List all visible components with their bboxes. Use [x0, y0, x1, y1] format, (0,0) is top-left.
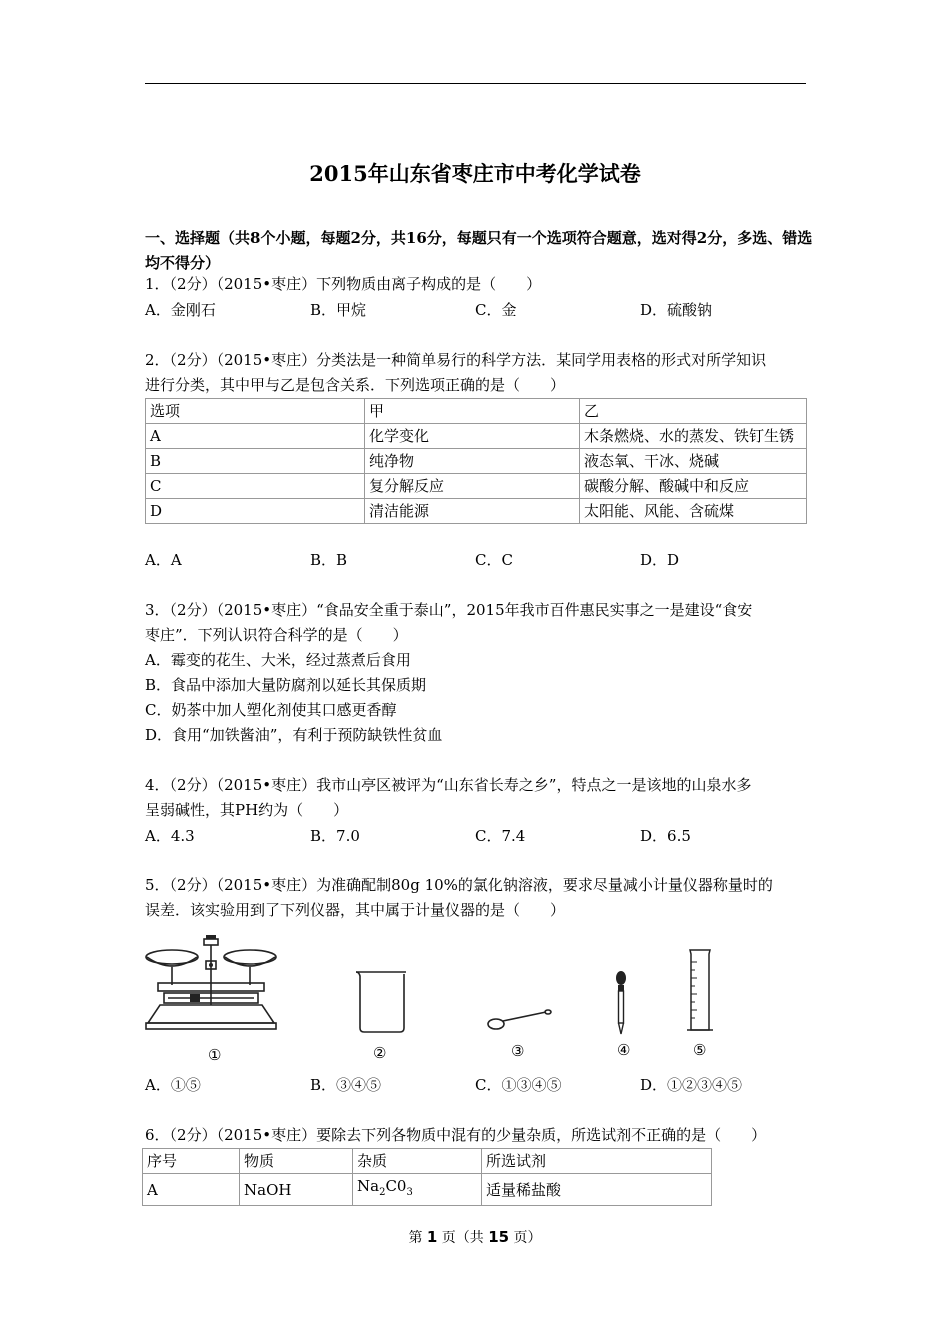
- q5-option-c: C．①③④⑤: [475, 1076, 562, 1094]
- table-header-cell: 所选试剂: [482, 1149, 712, 1174]
- q1-option-d: D．硫酸钠: [640, 301, 713, 319]
- table-header-cell: 选项: [146, 399, 365, 424]
- table-header-row: [143, 1149, 712, 1174]
- table-header-cell: 序号: [143, 1149, 240, 1174]
- q2-option-c: C．C: [475, 551, 513, 569]
- spatula-icon: [484, 1008, 554, 1033]
- footer-text: 第: [408, 1230, 427, 1246]
- question-2-stem-line1: 2．（2分）（2015•枣庄）分类法是一种简单易行的科学方法．某同学用表格的形式对所学知识: [145, 351, 767, 369]
- table-header-cell: 乙: [580, 399, 807, 424]
- table-cell: 液态氧、干冰、烧碱: [580, 449, 807, 474]
- table-cell: D: [146, 499, 365, 524]
- table-cell: 碳酸分解、酸碱中和反应: [580, 474, 807, 499]
- table-row: [146, 499, 807, 524]
- footer-text: 页）: [509, 1230, 542, 1246]
- q2-option-b: B．B: [310, 551, 348, 569]
- table-cell: 适量稀盐酸: [482, 1174, 712, 1206]
- q3-option-d: D．食用“加铁酱油”，有利于预防缺铁性贫血: [145, 726, 443, 744]
- instrument-label-3: ③: [511, 1042, 525, 1060]
- formula-subscript: 2: [379, 1187, 386, 1198]
- q1-option-c: C．金: [475, 301, 517, 319]
- instrument-label-5: ⑤: [693, 1041, 707, 1059]
- q2-option-a: A．A: [145, 551, 182, 569]
- table-cell: [353, 1174, 482, 1206]
- question-2-table: [145, 398, 807, 524]
- question-1-stem: 1．（2分）（2015•枣庄）下列物质由离子构成的是（ ）: [145, 275, 542, 293]
- table-header-cell: 物质: [240, 1149, 353, 1174]
- table-cell: 清洁能源: [365, 499, 580, 524]
- formula-subscript: 3: [406, 1187, 413, 1198]
- q3-option-b: B．食品中添加大量防腐剂以延长其保质期: [145, 676, 427, 694]
- footer-text: 页（共: [437, 1230, 489, 1246]
- footer-page-number: 1: [426, 1228, 438, 1246]
- q1-option-a: A．金刚石: [145, 301, 216, 319]
- q4-option-a: A．4.3: [145, 827, 195, 845]
- question-5-stem-line2: 误差．该实验用到了下列仪器，其中属于计量仪器的是（ ）: [145, 901, 566, 919]
- page-title: 2015年山东省枣庄市中考化学试卷: [309, 161, 641, 186]
- table-header-cell: 杂质: [353, 1149, 482, 1174]
- beaker-icon: [352, 968, 412, 1036]
- table-row: [146, 474, 807, 499]
- graduated-cylinder-icon: [682, 946, 722, 1034]
- table-row: [143, 1174, 712, 1206]
- question-4-stem-line2: 呈弱碱性，其PH约为（ ）: [145, 801, 349, 819]
- q3-option-c: C．奶茶中加人塑化剂使其口感更香醇: [145, 701, 397, 719]
- q4-option-d: D．6.5: [640, 827, 691, 845]
- table-cell: A: [143, 1174, 240, 1206]
- question-6-stem: 6．（2分）（2015•枣庄）要除去下列各物质中混有的少量杂质，所选试剂不正确的是（ ）: [145, 1126, 767, 1144]
- table-cell: 化学变化: [365, 424, 580, 449]
- q5-option-b: B．③④⑤: [310, 1076, 382, 1094]
- table-header-cell: 甲: [365, 399, 580, 424]
- page-footer: [0, 1227, 950, 1247]
- table-row: [146, 449, 807, 474]
- q5-option-d: D．①②③④⑤: [640, 1076, 743, 1094]
- question-3-stem-line2: 枣庄”．下列认识符合科学的是（ ）: [145, 626, 408, 644]
- table-cell: A: [146, 424, 365, 449]
- q2-option-d: D．D: [640, 551, 680, 569]
- table-row: [146, 424, 807, 449]
- table-cell: 木条燃烧、水的蒸发、铁钉生锈: [580, 424, 807, 449]
- question-5-stem-line1: 5．（2分）（2015•枣庄）为准确配制80g 10%的氯化钠溶液，要求尽量减小计量仪器称量时的: [145, 876, 773, 894]
- table-cell: 纯净物: [365, 449, 580, 474]
- section-heading: 一、选择题（共8个小题，每题2分，共16分，每题只有一个选项符合题意，选对得2分，多选、错选均不得分）: [145, 229, 813, 272]
- table-cell: C: [146, 474, 365, 499]
- question-6-table: [142, 1148, 712, 1206]
- balance-scale-icon: [140, 935, 280, 1040]
- footer-total-pages: 15: [488, 1228, 510, 1246]
- question-2-stem-line2: 进行分类，其中甲与乙是包含关系．下列选项正确的是（ ）: [145, 376, 566, 394]
- q3-option-a: A．霉变的花生、大米，经过蒸煮后食用: [145, 651, 411, 669]
- table-cell: B: [146, 449, 365, 474]
- question-4-stem-line1: 4．（2分）（2015•枣庄）我市山亭区被评为“山东省长寿之乡”，特点之一是该地的山泉水多: [145, 776, 752, 794]
- table-cell: 复分解反应: [365, 474, 580, 499]
- q1-option-b: B．甲烷: [310, 301, 367, 319]
- header-rule: [145, 83, 806, 84]
- instrument-label-2: ②: [373, 1044, 387, 1062]
- q5-option-a: A．①⑤: [145, 1076, 201, 1094]
- table-header-row: [146, 399, 807, 424]
- formula-part: Na: [357, 1177, 380, 1195]
- q4-option-b: B．7.0: [310, 827, 360, 845]
- question-3-stem-line1: 3．（2分）（2015•枣庄）“食品安全重于泰山”，2015年我市百件惠民实事之一是建设“食安: [145, 601, 753, 619]
- instrument-label-4: ④: [617, 1041, 631, 1059]
- formula-part: C0: [385, 1177, 407, 1195]
- table-cell: 太阳能、风能、含硫煤: [580, 499, 807, 524]
- table-cell: NaOH: [240, 1174, 353, 1206]
- instrument-label-1: ①: [208, 1046, 222, 1064]
- dropper-icon: [612, 970, 630, 1036]
- q4-option-c: C．7.4: [475, 827, 526, 845]
